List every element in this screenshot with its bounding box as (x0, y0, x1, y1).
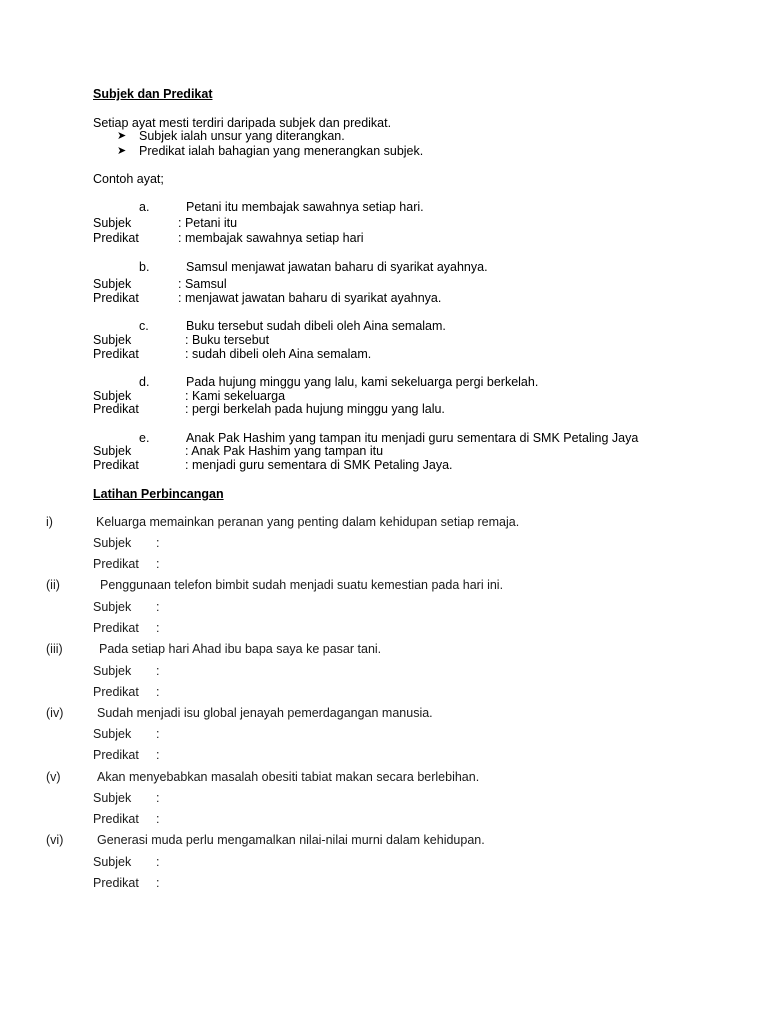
answer-colon: : (156, 748, 160, 762)
answer-colon: : (156, 812, 160, 826)
predikat-label: Predikat (93, 458, 139, 472)
bullet-arrow-icon: ➤ (117, 130, 127, 142)
predikat-label: Predikat (93, 748, 139, 762)
example-sentence: Petani itu membajak sawahnya setiap hari. (186, 200, 424, 214)
exercise-sentence: Sudah menjadi isu global jenayah pemerdagangan manusia. (97, 706, 433, 720)
subjek-label: Subjek (93, 600, 132, 614)
example-letter: d. (139, 375, 150, 389)
subjek-label: Subjek (93, 333, 132, 347)
subjek-value: : Kami sekeluarga (185, 389, 286, 403)
predikat-value: : membajak sawahnya setiap hari (178, 231, 364, 245)
predikat-label: Predikat (93, 557, 139, 571)
subjek-label: Subjek (93, 536, 132, 550)
exercise-number: (ii) (46, 578, 60, 592)
example-letter: b. (139, 260, 150, 274)
exercise-sentence: Pada setiap hari Ahad ibu bapa saya ke pasar tani. (99, 642, 382, 656)
page-title: Subjek dan Predikat (93, 87, 213, 101)
answer-colon: : (156, 664, 160, 678)
subjek-label: Subjek (93, 389, 132, 403)
predikat-label: Predikat (93, 402, 139, 416)
predikat-value: : menjadi guru sementara di SMK Petaling Jaya. (185, 458, 453, 472)
exercise-sentence: Keluarga memainkan peranan yang penting dalam kehidupan setiap remaja. (96, 515, 520, 529)
answer-colon: : (156, 876, 160, 890)
exercise-number: (v) (46, 770, 61, 784)
exercise-title: Latihan Perbincangan (93, 487, 224, 501)
example-sentence: Pada hujung minggu yang lalu, kami sekeluarga pergi berkelah. (186, 375, 539, 389)
subjek-value: : Samsul (178, 277, 227, 291)
subjek-label: Subjek (93, 444, 132, 458)
subjek-value: : Anak Pak Hashim yang tampan itu (185, 444, 384, 458)
exercise-number: (vi) (46, 833, 64, 847)
bullet-item: Subjek ialah unsur yang diterangkan. (139, 129, 345, 143)
subjek-value: : Buku tersebut (185, 333, 270, 347)
subjek-label: Subjek (93, 855, 132, 869)
exercise-number: (iii) (46, 642, 63, 656)
example-sentence: Samsul menjawat jawatan baharu di syarikat ayahnya. (186, 260, 488, 274)
exercise-sentence: Akan menyebabkan masalah obesiti tabiat makan secara berlebihan. (97, 770, 480, 784)
predikat-label: Predikat (93, 621, 139, 635)
predikat-value: : pergi berkelah pada hujung minggu yang lalu. (185, 402, 445, 416)
subjek-label: Subjek (93, 216, 132, 230)
subjek-label: Subjek (93, 791, 132, 805)
exercise-sentence: Penggunaan telefon bimbit sudah menjadi suatu kemestian pada hari ini. (100, 578, 504, 592)
subjek-label: Subjek (93, 277, 132, 291)
answer-colon: : (156, 855, 160, 869)
predikat-label: Predikat (93, 685, 139, 699)
bullet-arrow-icon: ➤ (117, 145, 127, 157)
predikat-value: : sudah dibeli oleh Aina semalam. (185, 347, 372, 361)
answer-colon: : (156, 536, 160, 550)
example-letter: a. (139, 200, 150, 214)
predikat-label: Predikat (93, 347, 139, 361)
answer-colon: : (156, 621, 160, 635)
predikat-label: Predikat (93, 876, 139, 890)
answer-colon: : (156, 791, 160, 805)
example-letter: e. (139, 431, 150, 445)
predikat-label: Predikat (93, 812, 139, 826)
predikat-label: Predikat (93, 291, 139, 305)
example-heading: Contoh ayat; (93, 172, 164, 186)
example-sentence: Buku tersebut sudah dibeli oleh Aina semalam. (186, 319, 446, 333)
exercise-number: i) (46, 515, 53, 529)
subjek-value: : Petani itu (178, 216, 238, 230)
answer-colon: : (156, 685, 160, 699)
exercise-number: (iv) (46, 706, 64, 720)
example-letter: c. (139, 319, 149, 333)
bullet-item: Predikat ialah bahagian yang menerangkan subjek. (139, 144, 424, 158)
subjek-label: Subjek (93, 664, 132, 678)
answer-colon: : (156, 557, 160, 571)
intro-text: Setiap ayat mesti terdiri daripada subjek dan predikat. (93, 116, 392, 130)
answer-colon: : (156, 600, 160, 614)
predikat-value: : menjawat jawatan baharu di syarikat ayahnya. (178, 291, 442, 305)
example-sentence: Anak Pak Hashim yang tampan itu menjadi guru sementara di SMK Petaling Jaya (186, 431, 639, 445)
subjek-label: Subjek (93, 727, 132, 741)
predikat-label: Predikat (93, 231, 139, 245)
exercise-sentence: Generasi muda perlu mengamalkan nilai-nilai murni dalam kehidupan. (97, 833, 485, 847)
answer-colon: : (156, 727, 160, 741)
